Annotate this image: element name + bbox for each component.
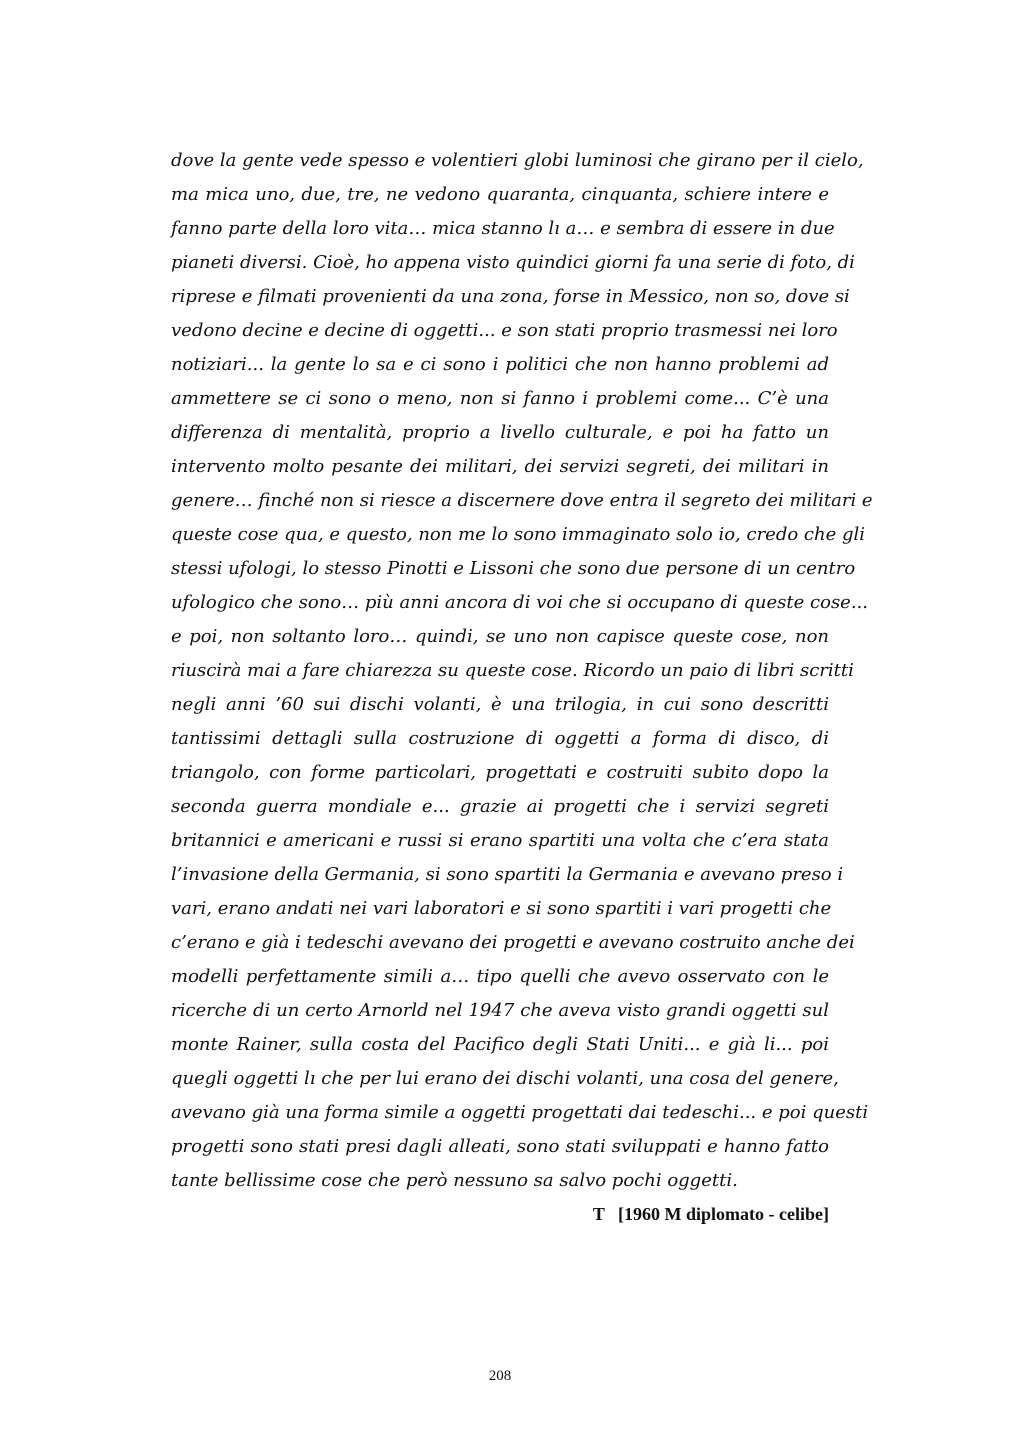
page-number: 208 [488,1368,512,1384]
text-line: ammettere se ci sono o meno, non si fanno i problemi come... C’è una [171,388,829,409]
text-line: riuscirà mai a fare chiarezza su queste cose. Ricordo un paio di libri scritti [171,660,854,681]
text-line: notiziari... la gente lo sa e ci sono i politici che non hanno problemi ad [171,354,829,375]
text-line: progetti sono stati presi dagli alleati, sono stati sviluppati e hanno fatto [171,1136,829,1157]
text-line: tantissimi dettagli sulla costruzione di oggetti a forma di disco, di [171,728,829,749]
text-line: riprese e filmati provenienti da una zona, forse in Messico, non so, dove si [171,286,850,307]
text-line: e poi, non soltanto loro… quindi, se uno non capisce queste cose, non [171,626,829,647]
text-line: genere… finché non si riesce a discernere dove entra il segreto dei militari e [171,490,873,511]
text-line: l’invasione della Germania, si sono spartiti la Germania e avevano preso i [171,864,844,885]
text-line: queste cose qua, e questo, non me lo sono immaginato solo io, credo che gli [171,524,866,545]
text-line: britannici e americani e russi si erano spartiti una volta che c’era stata [171,830,829,851]
text-line: ufologico che sono… più anni ancora di voi che si occupano di queste cose... [171,592,868,613]
text-line: dove la gente vede spesso e volentieri globi luminosi che girano per il cielo, [171,150,864,171]
text-line: avevano già una forma simile a oggetti progettati dai tedeschi... e poi questi [171,1102,869,1123]
text-line: vari, erano andati nei vari laboratori e si sono spartiti i vari progetti che [171,898,832,919]
text-line: seconda guerra mondiale e... grazie ai progetti che i servizi segreti [171,796,829,817]
text-line: ma mica uno, due, tre, ne vedono quaranta, cinquanta, schiere intere e [171,184,829,205]
text-line: ricerche di un certo Arnorld nel 1947 che aveva visto grandi oggetti sul [171,1000,829,1021]
text-line: triangolo, con forme particolari, progettati e costruiti subito dopo la [171,762,829,783]
text-line: fanno parte della loro vita… mica stanno lı a… e sembra di essere in due [171,218,835,239]
text-line: vedono decine e decine di oggetti... e son stati proprio trasmessi nei loro [171,320,838,341]
text-line: modelli perfettamente simili a… tipo quelli che avevo osservato con le [171,966,829,987]
text-line: quegli oggetti lı che per lui erano dei dischi volanti, una cosa del genere, [171,1068,839,1089]
text-line: c’erano e già i tedeschi avevano dei progetti e avevano costruito anche dei [171,932,855,953]
text-line: pianeti diversi. Cioè, ho appena visto quindici giorni fa una serie di foto, di [171,252,855,273]
text-line: monte Rainer, sulla costa del Pacifico degli Stati Uniti... e già li... poi [171,1034,829,1055]
text-line: negli anni ’60 sui dischi volanti, è una trilogia, in cui sono descritti [171,694,829,715]
text-line: tante bellissime cose che però nessuno sa salvo pochi oggetti. [171,1170,738,1191]
body-paragraph [171,144,873,1198]
text-line: differenza di mentalità, proprio a livello culturale, e poi ha fatto un [171,422,829,443]
interviewee-signature: T [1960 M diplomato - celibe] [592,1204,829,1224]
text-line: intervento molto pesante dei militari, dei servizi segreti, dei militari in [171,456,829,477]
text-line: stessi ufologi, lo stesso Pinotti e Lissoni che sono due persone di un centro [171,558,856,579]
